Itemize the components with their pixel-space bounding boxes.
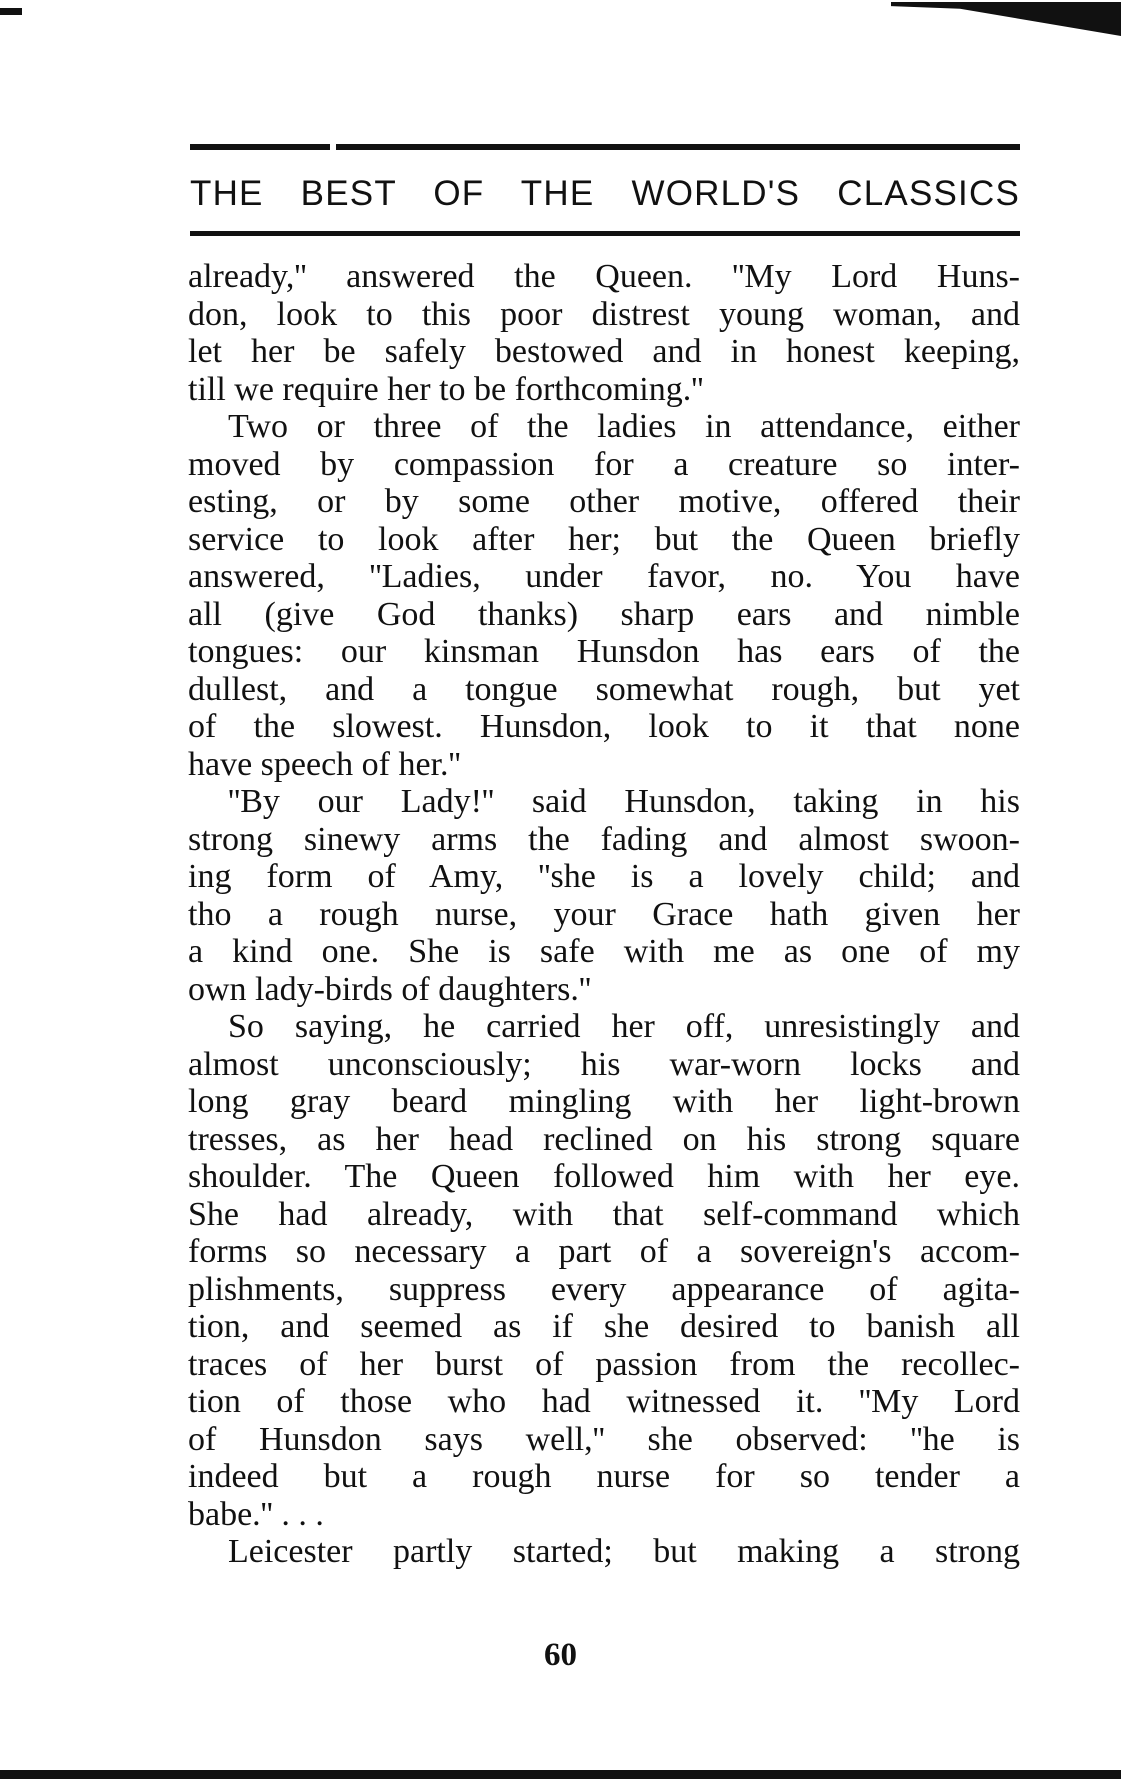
text-line: tresses, as her head reclined on his strong square bbox=[188, 1120, 1020, 1158]
corner-scan-mark bbox=[891, 2, 1121, 36]
text-line: answered, ''Ladies, under favor, no. You have bbox=[188, 558, 1020, 595]
text-line: long gray beard mingling with her light-brown bbox=[188, 1083, 1020, 1120]
text-line: service to look after her; but the Queen briefly bbox=[188, 520, 1020, 558]
text-line: esting, or by some other motive, offered their bbox=[188, 483, 1020, 520]
text-line: already,'' answered the Queen. ''My Lord Huns- bbox=[188, 258, 1020, 295]
text-line: ''By our Lady!'' said Hunsdon, taking in his bbox=[228, 783, 1020, 820]
body-text bbox=[188, 258, 1020, 1571]
text-line: tion of those who had witnessed it. ''My Lord bbox=[188, 1383, 1020, 1420]
text-line: let her be safely bestowed and in honest keeping, bbox=[188, 333, 1020, 370]
text-line: shoulder. The Queen followed him with her eye. bbox=[188, 1158, 1020, 1195]
text-line: traces of her burst of passion from the recollec- bbox=[188, 1345, 1020, 1383]
text-line: indeed but a rough nurse for so tender a bbox=[188, 1458, 1020, 1495]
text-line: of the slowest. Hunsdon, look to it that none bbox=[188, 708, 1020, 745]
text-line: forms so necessary a part of a sovereign's accom- bbox=[188, 1233, 1020, 1270]
page-number: 60 bbox=[544, 1637, 577, 1673]
text-line: tho a rough nurse, your Grace hath given her bbox=[188, 895, 1020, 933]
text-line: Two or three of the ladies in attendance, either bbox=[228, 408, 1020, 445]
text-line: Leicester partly started; but making a strong bbox=[228, 1533, 1020, 1570]
text-line: don, look to this poor distrest young woman, and bbox=[188, 295, 1020, 333]
text-line: babe.'' . . . bbox=[188, 1495, 324, 1533]
text-line: moved by compassion for a creature so inter- bbox=[188, 445, 1020, 483]
text-line: of Hunsdon says well,'' she observed: ''he is bbox=[188, 1420, 1020, 1458]
text-line: tion, and seemed as if she desired to banish all bbox=[188, 1308, 1020, 1345]
running-head: THE BEST OF THE WORLD'S CLASSICS bbox=[190, 174, 1020, 213]
text-line: almost unconsciously; his war-worn locks and bbox=[188, 1045, 1020, 1083]
text-line: a kind one. She is safe with me as one of my bbox=[188, 933, 1020, 970]
corner-mark bbox=[0, 8, 22, 15]
top-rule bbox=[190, 144, 1020, 150]
text-line: have speech of her.'' bbox=[188, 745, 461, 783]
text-line: till we require her to be forthcoming.'' bbox=[188, 370, 704, 408]
text-line: tongues: our kinsman Hunsdon has ears of the bbox=[188, 633, 1020, 670]
text-line: She had already, with that self-command which bbox=[188, 1195, 1020, 1233]
text-line: plishments, suppress every appearance of agita- bbox=[188, 1270, 1020, 1308]
text-line: all (give God thanks) sharp ears and nimble bbox=[188, 595, 1020, 633]
text-line: dullest, and a tongue somewhat rough, but yet bbox=[188, 670, 1020, 708]
text-line: strong sinewy arms the fading and almost swoon- bbox=[188, 820, 1020, 858]
text-line: ing form of Amy, ''she is a lovely child; and bbox=[188, 858, 1020, 895]
text-line: own lady-birds of daughters.'' bbox=[188, 970, 592, 1008]
bottom-rule bbox=[0, 1770, 1121, 1779]
header-rule bbox=[190, 231, 1020, 236]
text-line: So saying, he carried her off, unresistingly and bbox=[228, 1008, 1020, 1045]
